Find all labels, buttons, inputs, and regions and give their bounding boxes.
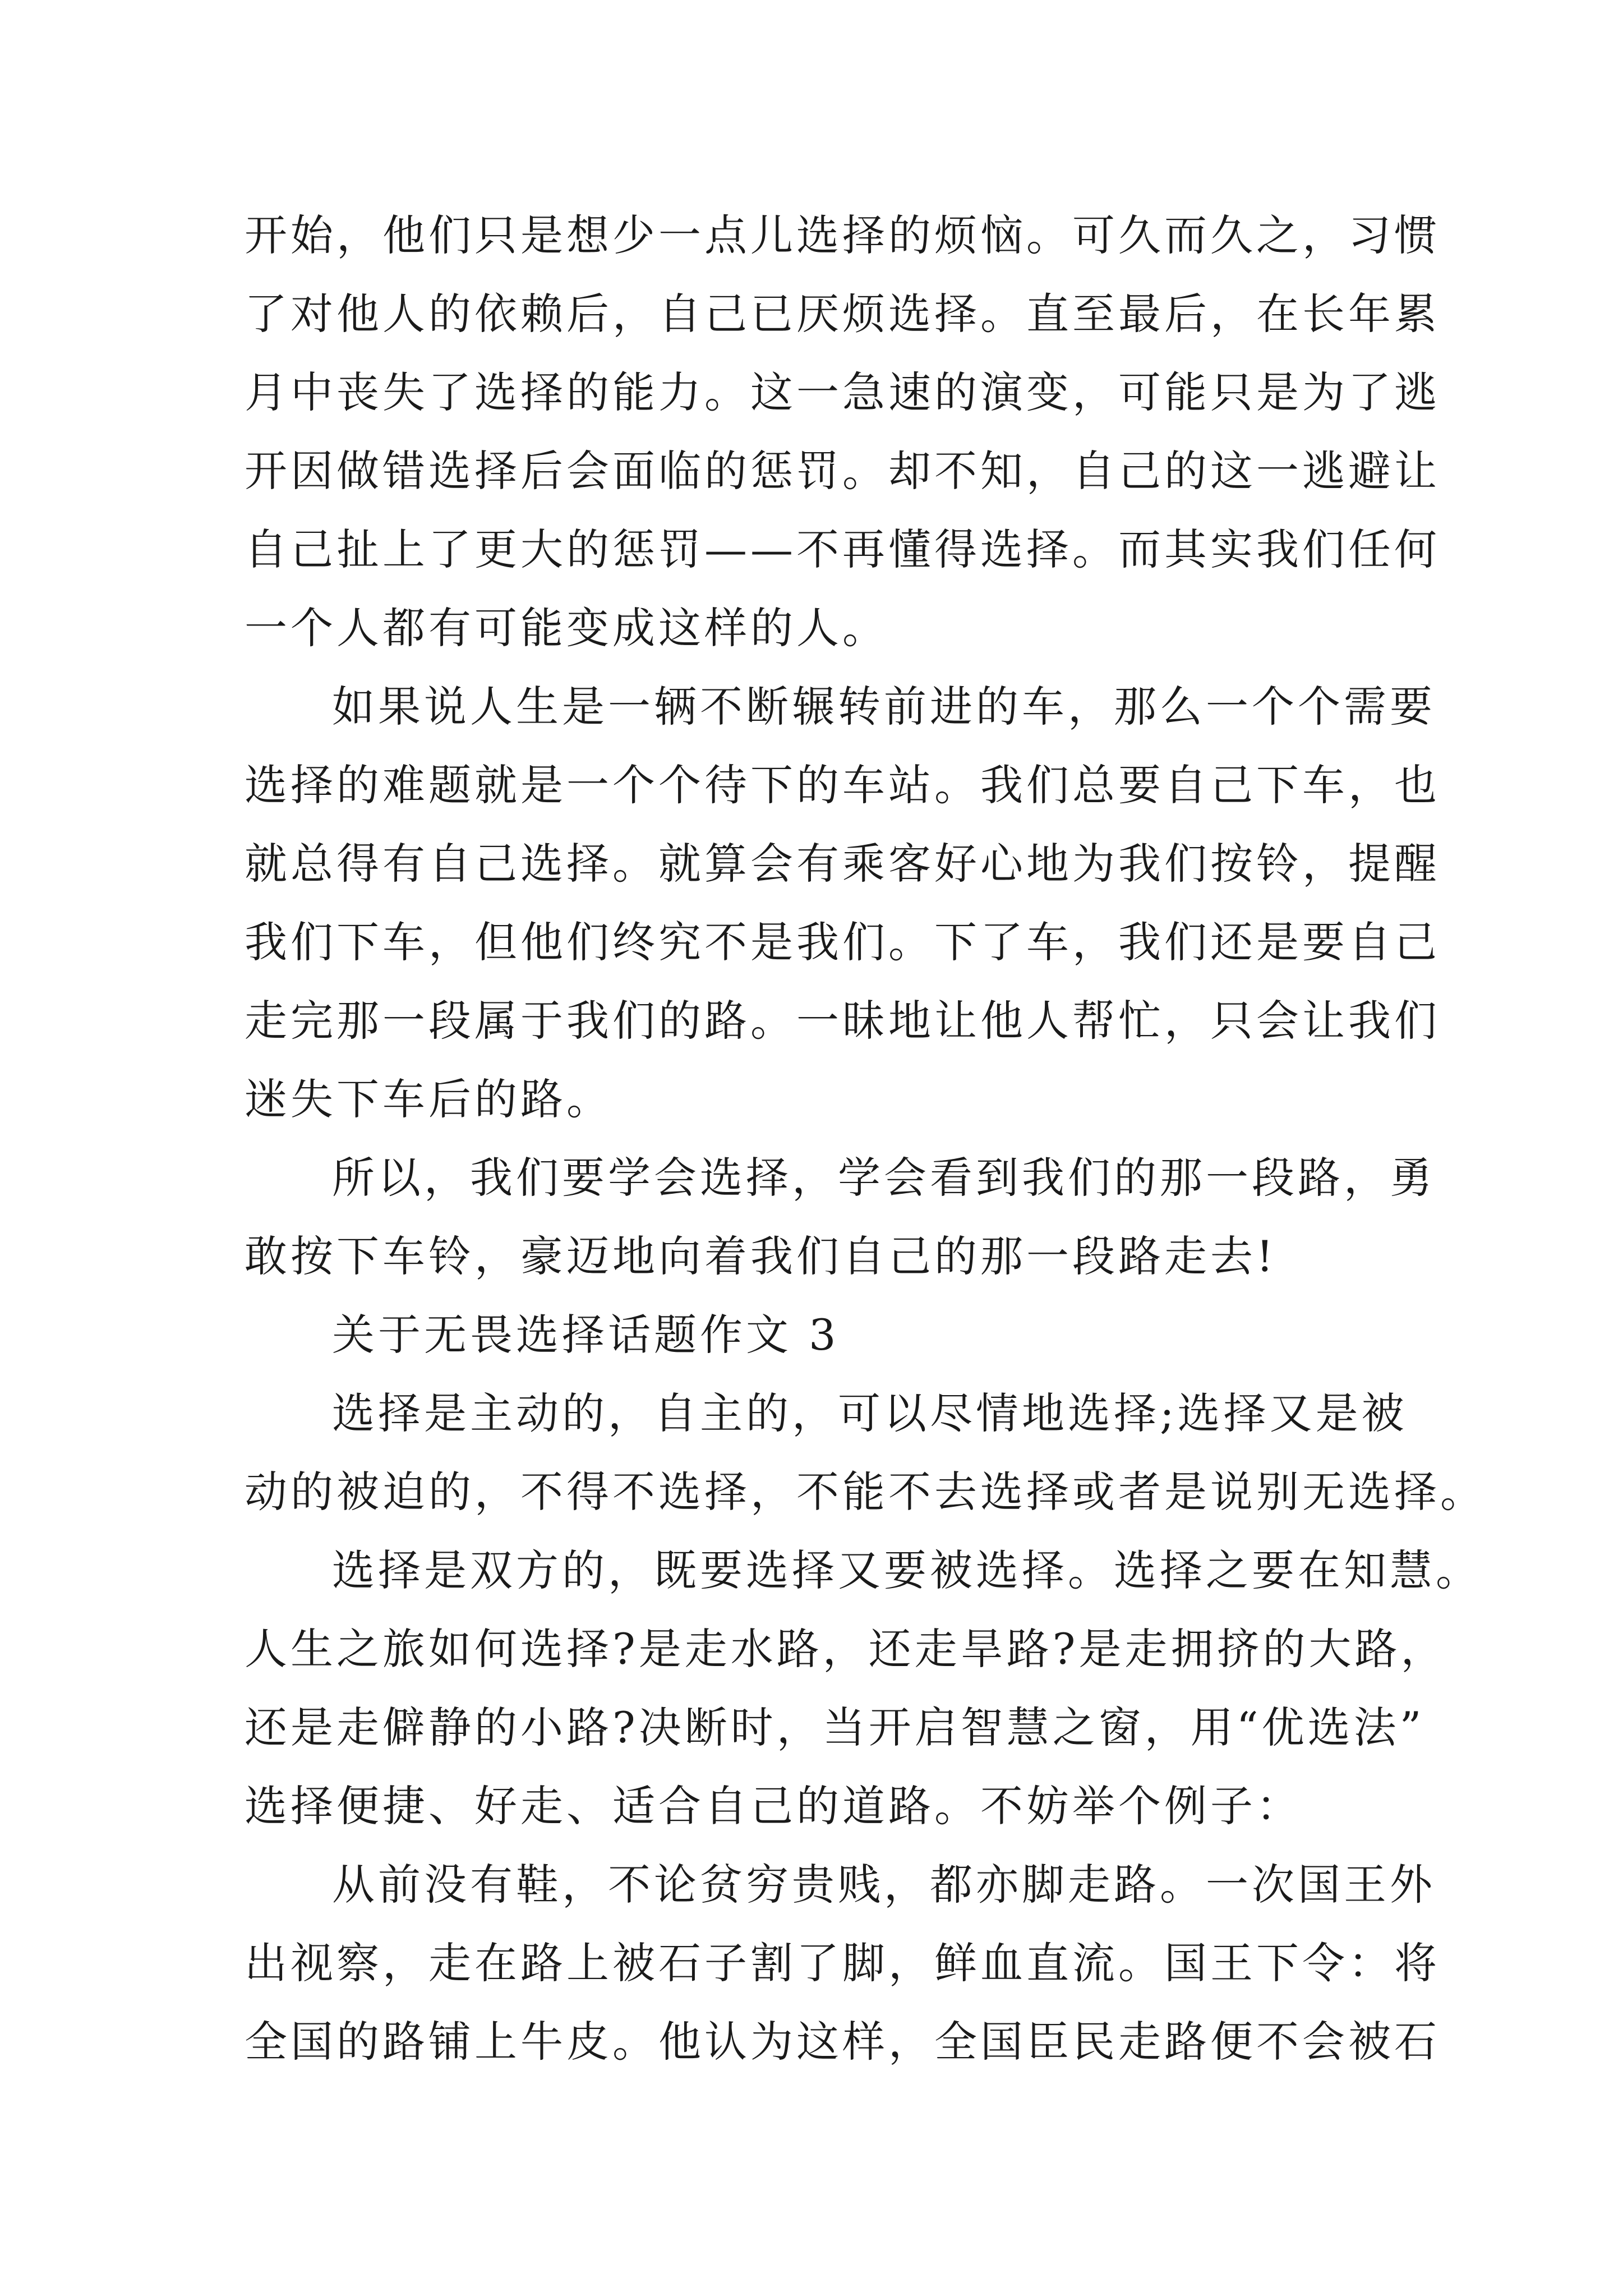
text-line: 选择是双方的，既要选择又要被选择。选择之要在知慧。: [332, 1545, 1482, 1595]
text-line: 就总得有自己选择。就算会有乘客好心地为我们按铃，提醒: [245, 839, 1440, 889]
text-line: 如果说人生是一辆不断辗转前进的车，那么一个个需要: [332, 682, 1436, 731]
text-line: 了对他人的依赖后，自己已厌烦选择。直至最后，在长年累: [245, 289, 1440, 339]
text-line: 所以，我们要学会选择，学会看到我们的那一段路，勇: [332, 1153, 1436, 1203]
text-line: 还是走僻静的小路?决断时，当开启智慧之窗，用“优选法”: [245, 1703, 1425, 1752]
text-line: 出视察，走在路上被石子割了脚，鲜血直流。国王下令：将: [245, 1938, 1440, 1988]
text-line: 迷失下车后的路。: [245, 1074, 612, 1124]
text-line: 从前没有鞋，不论贫穷贵贱，都亦脚走路。一次国王外: [332, 1860, 1436, 1910]
text-line: 自己扯上了更大的惩罚——不再懂得选择。而其实我们任何: [245, 524, 1440, 574]
text-line: 一个人都有可能变成这样的人。: [245, 603, 888, 653]
text-line: 开始，他们只是想少一点儿选择的烦恼。可久而久之，习惯: [245, 210, 1440, 260]
text-line: 选择的难题就是一个个待下的车站。我们总要自己下车，也: [245, 760, 1440, 810]
text-line: 月中丧失了选择的能力。这一急速的演变，可能只是为了逃: [245, 367, 1440, 417]
text-line: 人生之旅如何选择?是走水路，还走旱路?是走拥挤的大路，: [245, 1624, 1447, 1674]
text-line: 敢按下车铃，豪迈地向着我们自己的那一段路走去!: [245, 1231, 1277, 1281]
document-body: [245, 196, 1486, 2081]
text-line: 选择是主动的，自主的，可以尽情地选择;选择又是被: [332, 1388, 1408, 1438]
text-line: 开因做错选择后会面临的惩罚。却不知，自己的这一逃避让: [245, 446, 1440, 496]
text-line: 走完那一段属于我们的路。一昧地让他人帮忙，只会让我们: [245, 996, 1440, 1046]
text-line: 动的被迫的，不得不选择，不能不去选择或者是说别无选择。: [245, 1467, 1486, 1517]
section-heading: 关于无畏选择话题作文 3: [332, 1310, 840, 1360]
text-line: 选择便捷、好走、适合自己的道路。不妨举个例子：: [245, 1781, 1302, 1831]
text-line: 我们下车，但他们终究不是我们。下了车，我们还是要自己: [245, 917, 1440, 967]
text-line: 全国的路铺上牛皮。他认为这样，全国臣民走路便不会被石: [245, 2017, 1440, 2067]
